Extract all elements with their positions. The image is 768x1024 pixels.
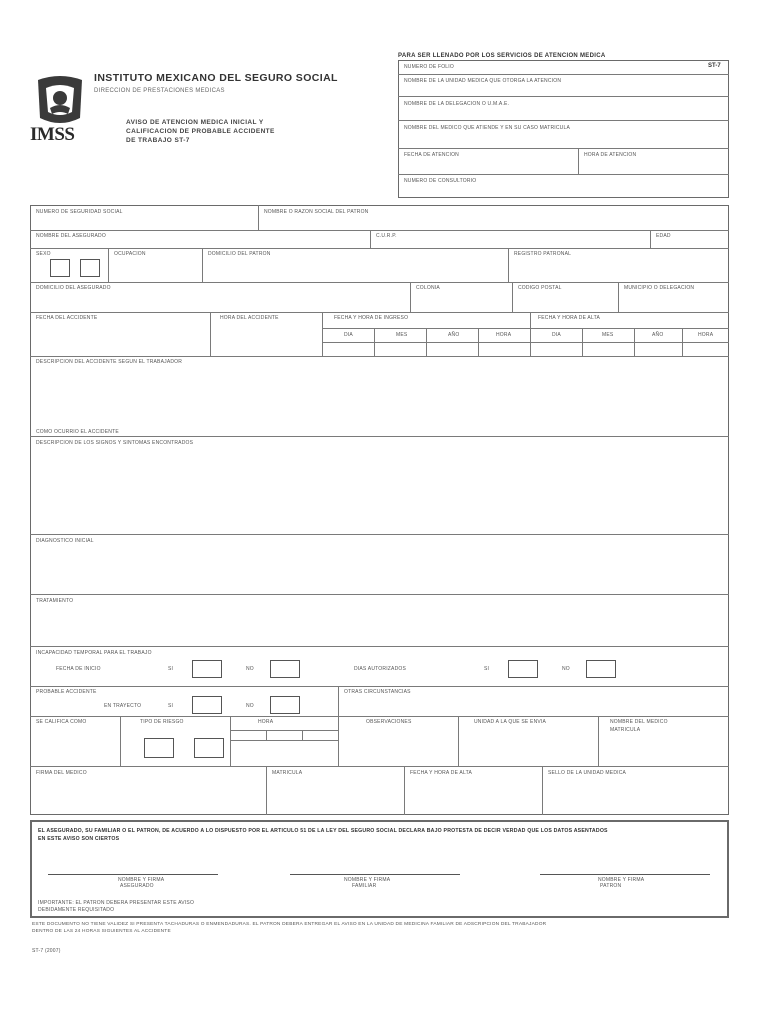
no-label: NO bbox=[562, 666, 570, 672]
patron-field[interactable] bbox=[264, 216, 724, 228]
hora-label: HORA bbox=[258, 719, 274, 725]
legal-text-2: DENTRO DE LAS 24 HORAS SIGUIENTES AL ACCIDENTE bbox=[32, 929, 171, 934]
conf-label: SE CALIFICA COMO bbox=[36, 719, 87, 725]
form-title-line: AVISO DE ATENCION MEDICA INICIAL Y bbox=[126, 119, 264, 126]
dom-patron-label: DOMICILIO DEL PATRON bbox=[208, 251, 271, 257]
incapacidad-label: INCAPACIDAD TEMPORAL PARA EL TRABAJO bbox=[36, 650, 152, 656]
note2: DEBIDAMENTE REQUISITADO bbox=[38, 907, 115, 913]
trayecto-no-box[interactable] bbox=[270, 696, 300, 714]
si-label: SI bbox=[168, 666, 174, 672]
fecha-atencion-label: FECHA DE ATENCION bbox=[404, 152, 459, 158]
hora-acc-label: HORA DEL ACCIDENTE bbox=[220, 315, 279, 321]
sig2-label: NOMBRE Y FIRMA bbox=[344, 877, 391, 883]
delegacion-label: NOMBRE DE LA DELEGACION O U.M.A.E. bbox=[404, 101, 510, 107]
service-box-title: PARA SER LLENADO POR LOS SERVICIOS DE ATENCION MEDICA bbox=[398, 53, 606, 59]
anio-label: AÑO bbox=[652, 332, 664, 338]
si-label: SI bbox=[484, 666, 490, 672]
nombre-field[interactable] bbox=[36, 239, 366, 247]
sexo-label: SEXO bbox=[36, 251, 51, 257]
no-label: NO bbox=[246, 666, 254, 672]
form-title bbox=[126, 118, 275, 145]
tipo-box-1[interactable] bbox=[144, 738, 174, 758]
incap-si-box[interactable] bbox=[192, 660, 222, 678]
obs-label: OBSERVACIONES bbox=[366, 719, 412, 725]
form-clave: ST-7 (2007) bbox=[32, 948, 61, 954]
relato-label: DESCRIPCION DEL ACCIDENTE SEGUN EL TRABAJADOR bbox=[36, 359, 183, 365]
org-subtitle: DIRECCION DE PRESTACIONES MEDICAS bbox=[94, 88, 225, 94]
sexo-box-f[interactable] bbox=[80, 259, 100, 277]
folio-label: NUMERO DE FOLIO bbox=[404, 64, 454, 70]
no-label: NO bbox=[246, 703, 254, 709]
dia-label: DIA bbox=[552, 332, 561, 338]
nss-label: NUMERO DE SEGURIDAD SOCIAL bbox=[36, 209, 123, 215]
sig3b-label: PATRON bbox=[600, 883, 622, 889]
relato2-label: COMO OCURRIO EL ACCIDENTE bbox=[36, 429, 119, 435]
signos-field[interactable] bbox=[36, 450, 724, 530]
fecha-acc-label: FECHA DEL ACCIDENTE bbox=[36, 315, 98, 321]
dom-aseg-label: DOMICILIO DEL ASEGURADO bbox=[36, 285, 111, 291]
sello-label: SELLO DE LA UNIDAD MEDICA bbox=[548, 770, 627, 776]
si-label: SI bbox=[168, 703, 174, 709]
patron-label: NOMBRE O RAZON SOCIAL DEL PATRON bbox=[264, 209, 369, 215]
firma-med-label: FIRMA DEL MEDICO bbox=[36, 770, 87, 776]
mat-med-label: MATRICULA bbox=[610, 727, 641, 733]
reg-patronal-label: REGISTRO PATRONAL bbox=[514, 251, 572, 257]
tratamiento-label: TRATAMIENTO bbox=[36, 598, 74, 604]
sexo-box-m[interactable] bbox=[50, 259, 70, 277]
declaration-text: EL ASEGURADO, SU FAMILIAR O EL PATRON, DE ACUERDO A LO DISPUESTO POR EL ARTICULO 51 DE LA LEY DEL SEGURO SOCIAL DECLARA BAJO PROTESTA DE DECIR VERDAD QUE LOS DATOS ASENTADOS bbox=[38, 828, 608, 834]
note1: IMPORTANTE: EL PATRON DEBERA PRESENTAR ESTE AVISO bbox=[38, 900, 195, 906]
medico-label: NOMBRE DEL MEDICO QUE ATIENDE Y EN SU CASO MATRICULA bbox=[404, 125, 570, 131]
diagnostico-label: DIAGNOSTICO INICIAL bbox=[36, 538, 94, 544]
unidad-field[interactable] bbox=[404, 106, 722, 118]
declaration-text-2: EN ESTE AVISO SON CIERTOS bbox=[38, 836, 120, 842]
trayecto-si-box[interactable] bbox=[192, 696, 222, 714]
nom-med-label: NOMBRE DEL MEDICO bbox=[610, 719, 668, 725]
signos-label: DESCRIPCION DE LOS SIGNOS Y SINTOMAS ENCONTRADOS bbox=[36, 440, 194, 446]
colonia-label: COLONIA bbox=[416, 285, 440, 291]
service-box-code: ST-7 bbox=[708, 63, 721, 69]
hora-label: HORA bbox=[698, 332, 714, 338]
otras-label: OTRAS CIRCUNSTANCIAS bbox=[344, 689, 411, 695]
dias-label: DIAS AUTORIZADOS bbox=[354, 666, 407, 672]
unidad-label: NOMBRE DE LA UNIDAD MEDICA QUE OTORGA LA ATENCION bbox=[404, 78, 562, 84]
curp-label: C.U.R.P. bbox=[376, 233, 397, 239]
unidad-dest-label: UNIDAD A LA QUE SE ENVIA bbox=[474, 719, 547, 725]
trayecto-label: EN TRAYECTO bbox=[104, 703, 142, 709]
cp-label: CODIGO POSTAL bbox=[518, 285, 562, 291]
nombre-label: NOMBRE DEL ASEGURADO bbox=[36, 233, 106, 239]
dia-label: DIA bbox=[344, 332, 353, 338]
fecha-ingreso-label: FECHA Y HORA DE INGRESO bbox=[334, 315, 409, 321]
hora-atencion-label: HORA DE ATENCION bbox=[584, 152, 637, 158]
fecha-alta-label: FECHA Y HORA DE ALTA bbox=[538, 315, 600, 321]
mes-label: MES bbox=[602, 332, 614, 338]
municipio-label: MUNICIPIO O DELEGACION bbox=[624, 285, 695, 291]
tipo-box-2[interactable] bbox=[194, 738, 224, 758]
sig3-label: NOMBRE Y FIRMA bbox=[598, 877, 645, 883]
probable-label: PROBABLE ACCIDENTE bbox=[36, 689, 97, 695]
ocupacion-label: OCUPACION bbox=[114, 251, 146, 257]
nss-field[interactable] bbox=[36, 216, 252, 228]
tratamiento-field[interactable] bbox=[36, 606, 724, 642]
logo-text: IMSS bbox=[30, 124, 75, 145]
relato-field[interactable] bbox=[36, 368, 724, 424]
mat-med-label: MATRICULA bbox=[272, 770, 303, 776]
fecha-label: FECHA Y HORA DE ALTA bbox=[410, 770, 472, 776]
imss-logo bbox=[30, 74, 90, 150]
form-title-line: CALIFICACION DE PROBABLE ACCIDENTE bbox=[126, 128, 275, 135]
mes-label: MES bbox=[396, 332, 408, 338]
tipo-label: TIPO DE RIESGO bbox=[140, 719, 184, 725]
hora-label: HORA bbox=[496, 332, 512, 338]
form-title-line: DE TRABAJO ST-7 bbox=[126, 137, 190, 144]
sig1-label: NOMBRE Y FIRMA bbox=[118, 877, 165, 883]
edad-label: EDAD bbox=[656, 233, 671, 239]
incap-no-box[interactable] bbox=[270, 660, 300, 678]
sig2b-label: FAMILIAR bbox=[352, 883, 377, 889]
legal-text: ESTE DOCUMENTO NO TIENE VALIDEZ SI PRESENTA TACHADURAS O ENMENDADURAS. EL PATRON DEBERA ENTREGAR EL AVISO EN LA UNIDAD DE MEDICINA FAMILIAR DE ADSCRIPCION DEL TRABAJADOR bbox=[32, 922, 547, 927]
dias-no-box[interactable] bbox=[586, 660, 616, 678]
org-name: INSTITUTO MEXICANO DEL SEGURO SOCIAL bbox=[94, 72, 338, 84]
diagnostico-field[interactable] bbox=[36, 546, 724, 588]
folio-field[interactable] bbox=[404, 84, 722, 94]
dias-si-box[interactable] bbox=[508, 660, 538, 678]
anio-label: AÑO bbox=[448, 332, 460, 338]
inicio-label: FECHA DE INICIO bbox=[56, 666, 101, 672]
consultorio-label: NUMERO DE CONSULTORIO bbox=[404, 178, 477, 184]
sig1b-label: ASEGURADO bbox=[120, 883, 154, 889]
